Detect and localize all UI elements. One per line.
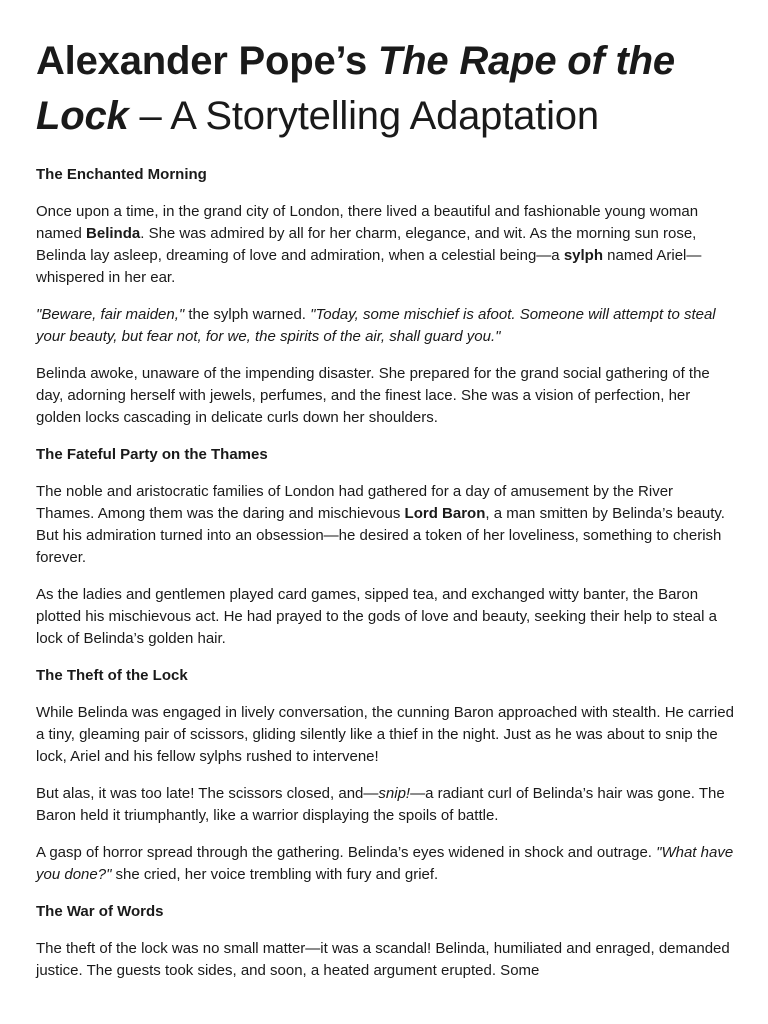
paragraph-too-late <box>36 783 734 827</box>
paragraph-scandal: The theft of the lock was no small matter—it was a scandal! Belinda, humiliated and enraged, demanded justice. The guests took sides, and soon, a heated argument erupted. Some <box>36 940 730 979</box>
paragraph-noble-families <box>36 481 734 569</box>
paragraph-once-upon-a-time <box>36 201 734 289</box>
quote-beware: "Beware, fair maiden," <box>36 306 185 323</box>
section-heading-theft: The Theft of the Lock <box>36 667 188 684</box>
section-heading-fateful-party: The Fateful Party on the Thames <box>36 446 268 463</box>
paragraph-gasp-of-horror <box>36 842 734 886</box>
quote-mischief: "Today, some mischief is afoot. Someone will attempt to steal your beauty, but fear not, for we, the spirits of the air, shall guard you." <box>36 306 716 345</box>
paragraph-belinda-awoke: Belinda awoke, unaware of the impending disaster. She prepared for the grand social gathering of the day, adorning herself with jewels, perfumes, and the finest lace. She was a vision of perfection, her golden locks cascading in delicate curls down her shoulders. <box>36 365 710 426</box>
section-heading-war-of-words: The War of Words <box>36 903 164 920</box>
text-run: the sylph warned. <box>184 306 311 323</box>
document-title <box>36 34 734 144</box>
text-run: —a radiant curl of Belinda’s hair was gone. The Baron held it triumphantly, like a warrior displaying the spoils of battle. <box>36 785 725 824</box>
text-run: The noble and aristocratic families of London had gathered for a day of amusement by the River Thames. Among them was the daring and mischievous <box>36 483 674 522</box>
term-sylph: sylph <box>563 247 604 264</box>
paragraph-card-games: As the ladies and gentlemen played card games, sipped tea, and exchanged witty banter, the Baron plotted his mischievous act. He had prayed to the gods of love and beauty, seeking their help to steal a lock of Belinda’s golden hair. <box>36 586 717 647</box>
title-work: The Rape of the Lock <box>36 39 675 138</box>
text-run: A gasp of horror spread through the gathering. Belinda’s eyes widened in shock and outrage. <box>36 844 657 861</box>
text-run: , a man smitten by Belinda’s beauty. But his admiration turned into an obsession—he desired a token of her loveliness, something to cherish forever. <box>36 505 725 566</box>
exclamation-snip: snip! <box>378 785 411 802</box>
paragraph-sylph-warning <box>36 304 734 348</box>
name-belinda: Belinda <box>86 225 141 242</box>
quote-what-have-you-done: "What have you done?" <box>36 844 734 883</box>
text-run: But alas, it was too late! The scissors closed, and— <box>36 785 379 802</box>
title-subtitle: – A Storytelling Adaptation <box>128 94 599 138</box>
paragraph-cunning-baron: While Belinda was engaged in lively conversation, the cunning Baron approached with stealth. He carried a tiny, gleaming pair of scissors, gliding silently like a thief in the night. Just as he was about to snip the lock, Ariel and his fellow sylphs rushed to intervene! <box>36 704 734 765</box>
title-author: Alexander Pope’s <box>36 39 378 83</box>
text-run: named Ariel—whispered in her ear. <box>36 247 702 286</box>
name-lord-baron: Lord Baron <box>404 505 486 522</box>
section-heading-enchanted-morning: The Enchanted Morning <box>36 166 207 183</box>
text-run: Once upon a time, in the grand city of London, there lived a beautiful and fashionable young woman named <box>36 203 699 242</box>
text-run: . She was admired by all for her charm, elegance, and wit. As the morning sun rose, Belinda lay asleep, dreaming of love and admiration, when a celestial being—a <box>36 225 697 264</box>
text-run: she cried, her voice trembling with fury and grief. <box>111 866 439 883</box>
